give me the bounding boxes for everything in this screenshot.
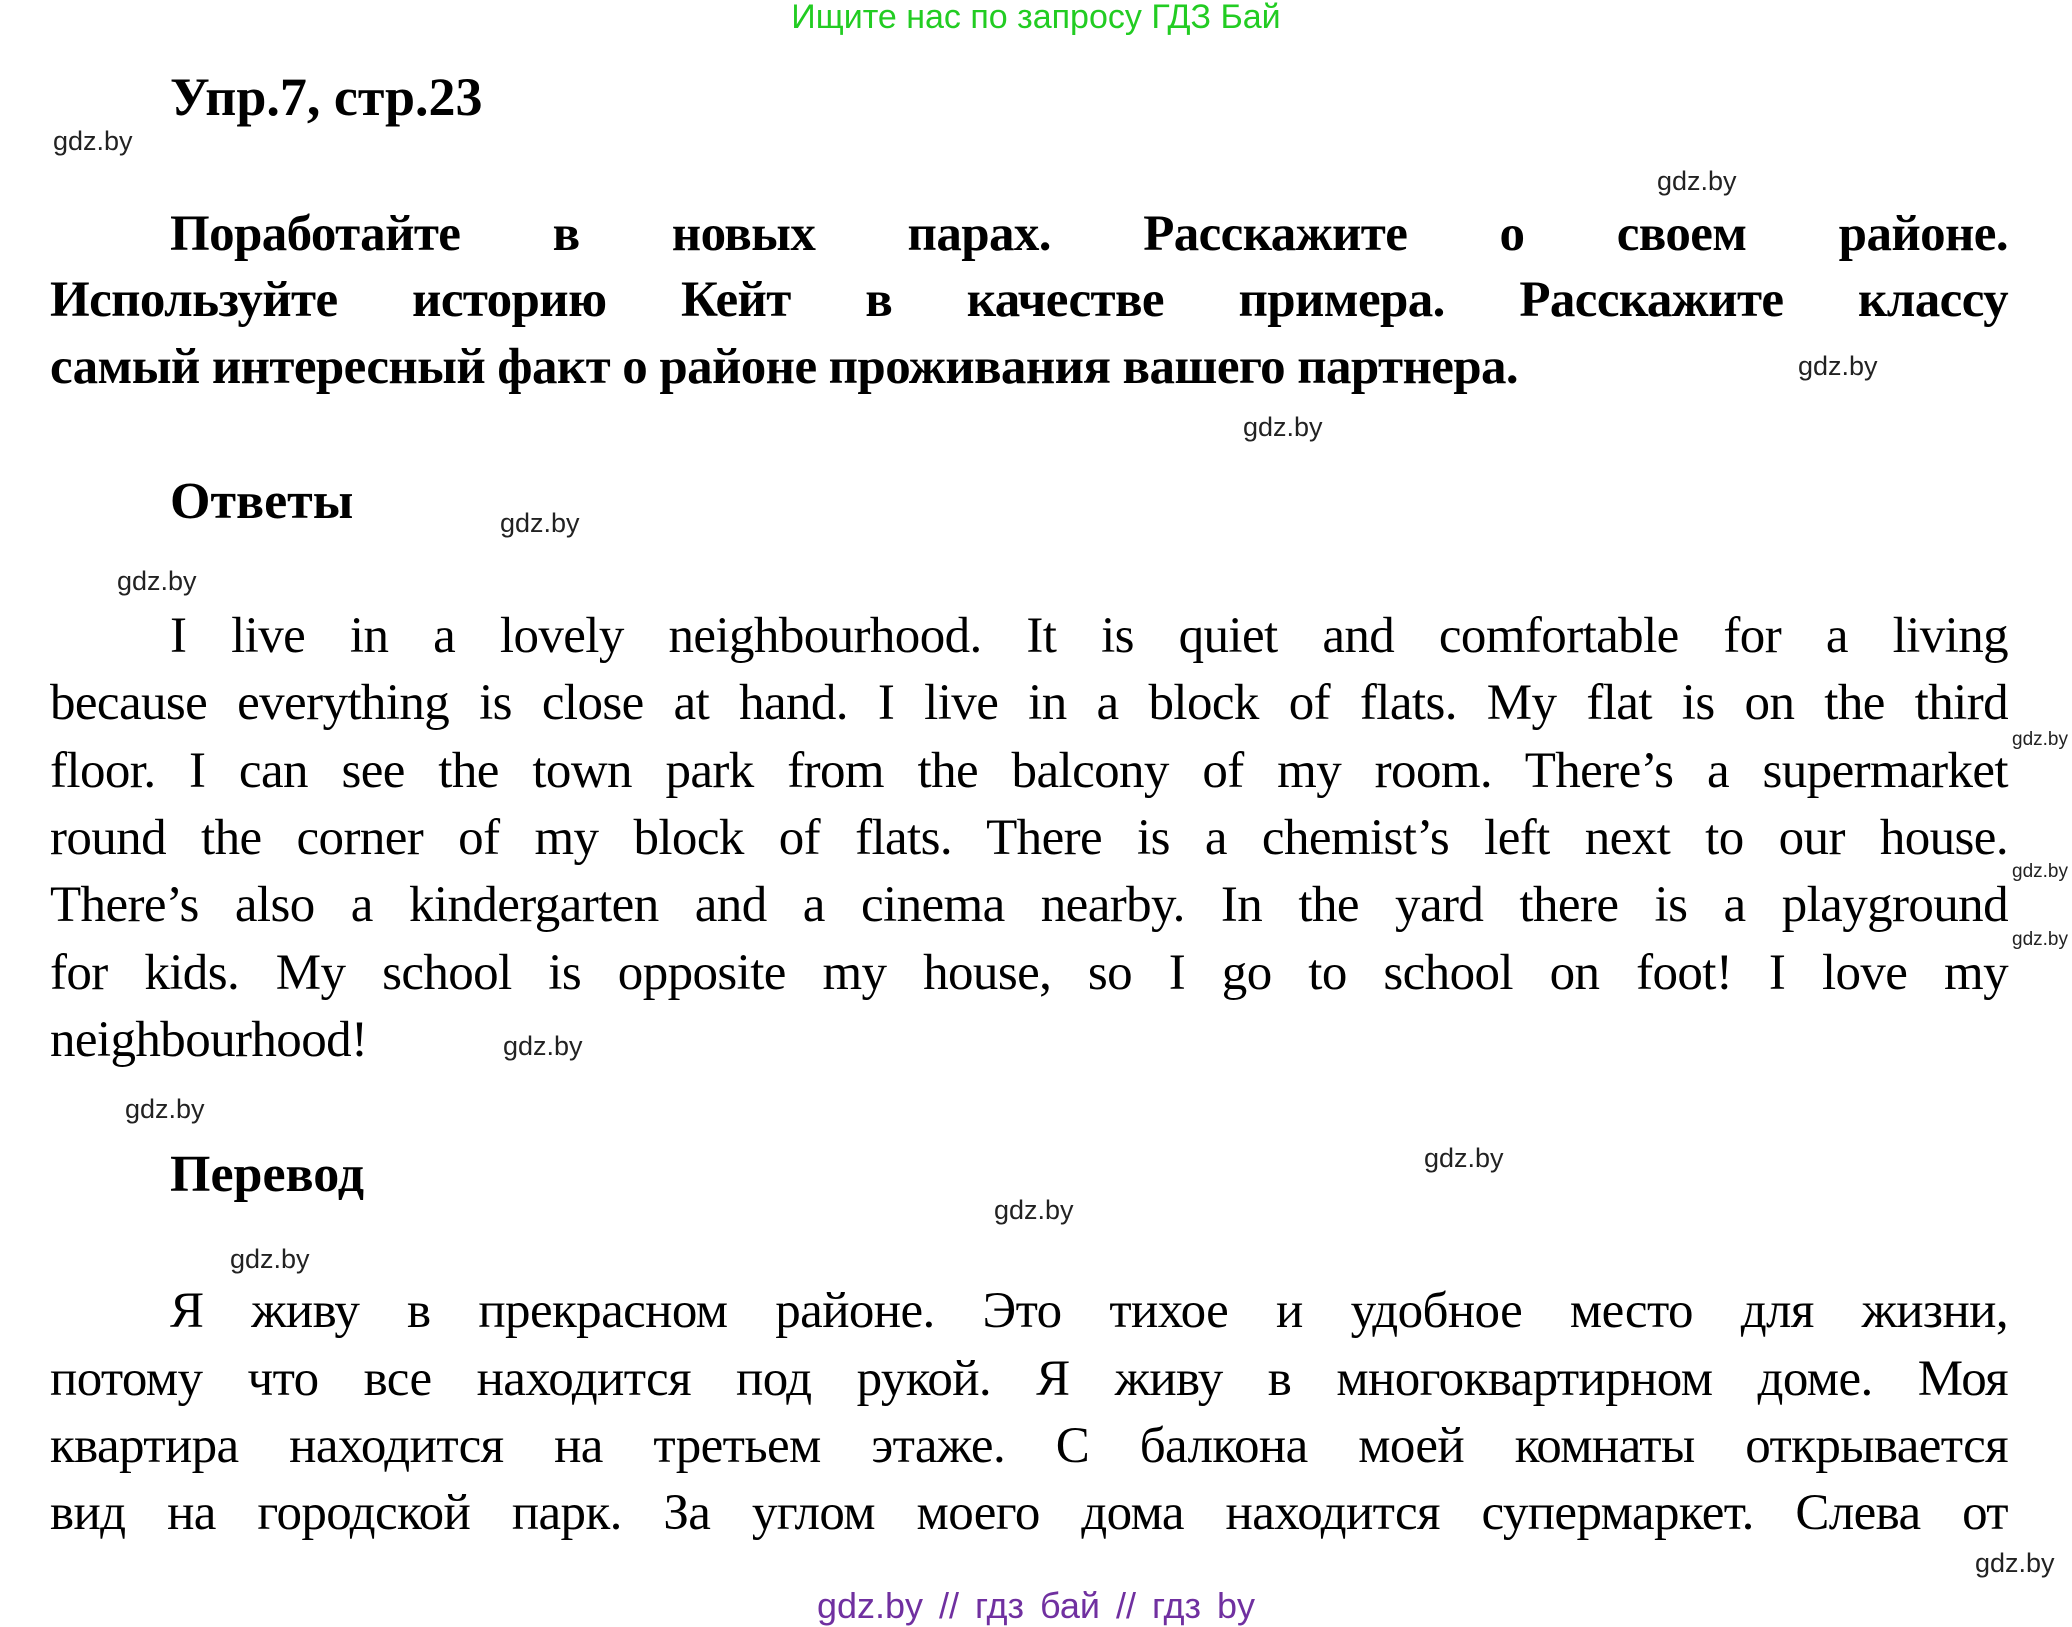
watermark: gdz.by	[2012, 861, 2068, 882]
footer-links[interactable]: gdz.by // гдз бай // гдз by	[816, 1585, 1256, 1626]
answer-line: There’s also a kindergarten and a cinema nearby. In the yard there is a playground	[50, 877, 2008, 933]
translation-heading: Перевод	[170, 1146, 365, 1203]
watermark: gdz.by	[1657, 166, 1737, 196]
translation-line: квартира находится на третьем этаже. С балкона моей комнаты открывается	[50, 1418, 2008, 1474]
watermark: gdz.by	[2012, 929, 2068, 950]
answer-line: neighbourhood!	[50, 1012, 368, 1068]
watermark: gdz.by	[1424, 1143, 1504, 1173]
watermark: gdz.by	[117, 566, 197, 596]
answer-line: I live in a lovely neighbourhood. It is quiet and comfortable for a living	[170, 608, 2008, 664]
watermark: gdz.by	[53, 126, 133, 156]
watermark: gdz.by	[1798, 351, 1878, 381]
search-hint-banner: Ищите нас по запросу ГДЗ Бай	[791, 0, 1281, 36]
translation-line: потому что все находится под рукой. Я живу в многоквартирном доме. Моя	[50, 1351, 2008, 1407]
translation-line: Я живу в прекрасном районе. Это тихое и удобное место для жизни,	[170, 1283, 2008, 1339]
watermark: gdz.by	[500, 508, 580, 538]
task-line: Используйте историю Кейт в качестве примера. Расскажите классу	[50, 272, 2008, 328]
exercise-title: Упр.7, стр.23	[170, 67, 483, 127]
watermark: gdz.by	[1243, 412, 1323, 442]
answer-line: because everything is close at hand. I live in a block of flats. My flat is on the third	[50, 675, 2008, 731]
watermark: gdz.by	[125, 1094, 205, 1124]
answers-heading: Ответы	[170, 473, 354, 530]
watermark: gdz.by	[230, 1244, 310, 1274]
answer-line: for kids. My school is opposite my house, so I go to school on foot! I love my	[50, 945, 2008, 1001]
watermark: gdz.by	[994, 1195, 1074, 1225]
translation-line: вид на городской парк. За углом моего дома находится супермаркет. Слева от	[50, 1485, 2008, 1541]
watermark: gdz.by	[2012, 729, 2068, 750]
task-line: Поработайте в новых парах. Расскажите о своем районе.	[170, 206, 2008, 262]
task-line: самый интересный факт о районе проживания вашего партнера.	[50, 339, 1519, 395]
answer-line: round the corner of my block of flats. There is a chemist’s left next to our house.	[50, 810, 2008, 866]
answer-line: floor. I can see the town park from the balcony of my room. There’s a supermarket	[50, 743, 2008, 799]
watermark: gdz.by	[1975, 1548, 2055, 1578]
watermark: gdz.by	[503, 1031, 583, 1061]
